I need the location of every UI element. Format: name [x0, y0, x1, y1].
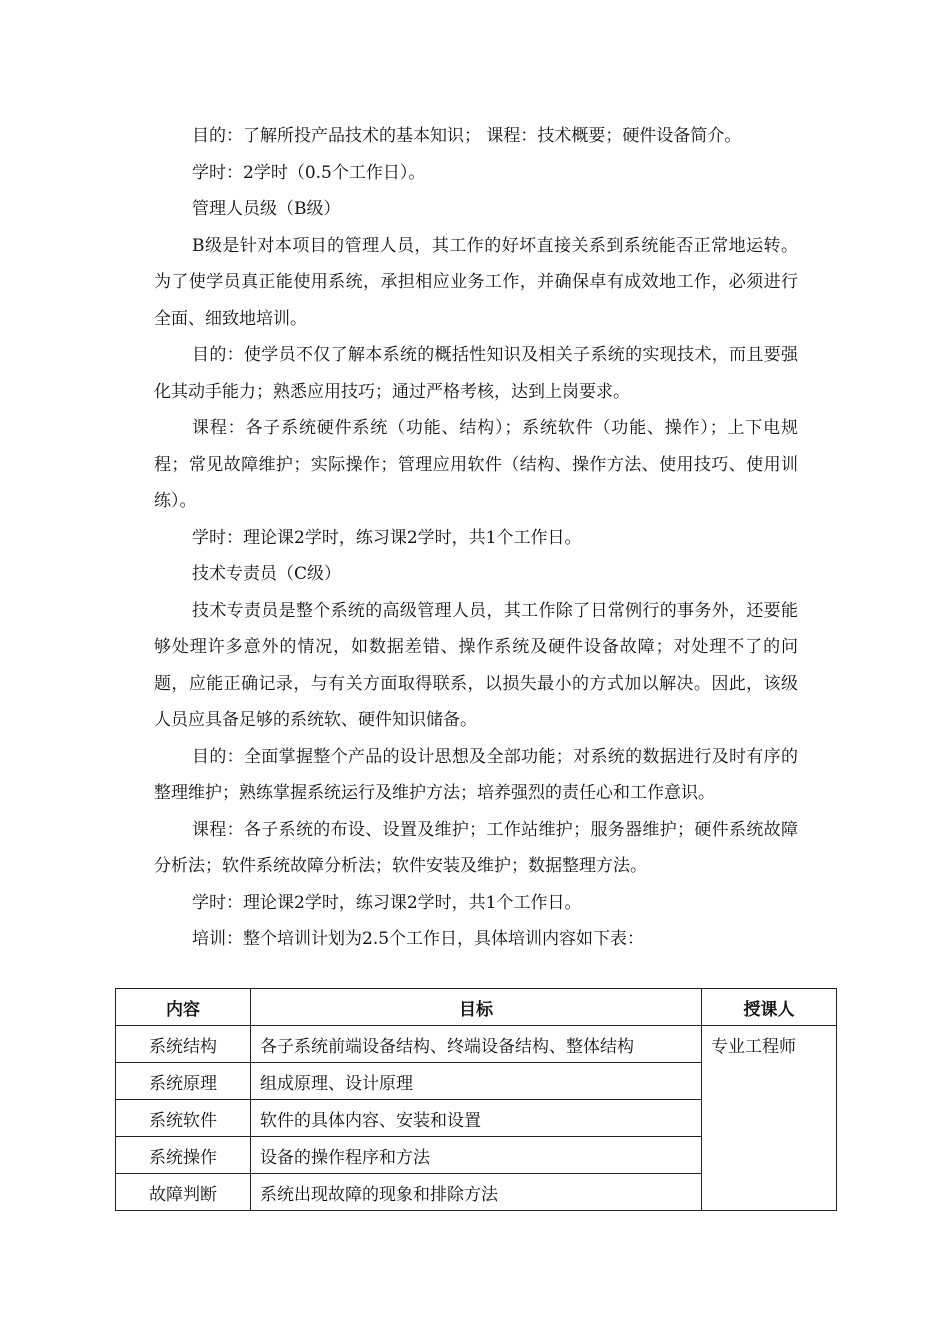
- header-content: 内容: [116, 989, 251, 1026]
- paragraph-level-b-intro: B级是针对本项目的管理人员，其工作的好坏直接关系到系统能否正常地运转。为了使学员真正能使用系统，承担相应业务工作，并确保卓有成效地工作，必须进行全面、细致地培训。: [154, 235, 798, 329]
- paragraph-purpose-a: 目的：了解所投产品技术的基本知识； 课程：技术概要；硬件设备简介。: [192, 126, 742, 146]
- paragraph-purpose-b: 目的：使学员不仅了解本系统的概括性知识及相关子系统的实现技术，而且要强化其动手能力；熟悉应用技巧；通过严格考核，达到上岗要求。: [154, 345, 798, 402]
- cell-content: 系统软件: [116, 1100, 251, 1137]
- cell-content: 故障判断: [116, 1174, 251, 1211]
- paragraph-hours-c: 学时：理论课2学时，练习课2学时，共1个工作日。: [192, 892, 582, 913]
- cell-target: 系统出现故障的现象和排除方法: [251, 1174, 702, 1211]
- table-row: [116, 1026, 837, 1063]
- cell-teacher: 专业工程师: [702, 1026, 837, 1211]
- cell-target: 各子系统前端设备结构、终端设备结构、整体结构: [251, 1026, 702, 1063]
- table-header-row: [116, 989, 837, 1026]
- training-table: [115, 988, 837, 1211]
- cell-content: 系统操作: [116, 1137, 251, 1174]
- header-teacher: 授课人: [702, 989, 837, 1026]
- paragraph-training-plan: 培训：整个培训计划为2.5个工作日，具体培训内容如下表：: [192, 929, 645, 949]
- heading-level-b: 管理人员级（B级）: [192, 199, 341, 219]
- paragraph-course-c: 课程：各子系统的布设、设置及维护；工作站维护；服务器维护；硬件系统故障分析法；软件系统故障分析法；软件安装及维护；数据整理方法。: [154, 819, 798, 876]
- cell-content: 系统结构: [116, 1026, 251, 1063]
- paragraph-course-b: 课程：各子系统硬件系统（功能、结构）；系统软件（功能、操作）；上下电规程；常见故障维护；实际操作；管理应用软件（结构、操作方法、使用技巧、使用训练）。: [154, 418, 798, 511]
- paragraph-hours-a: 学时：2学时（0.5个工作日）。: [192, 162, 426, 183]
- paragraph-level-c-intro: 技术专责员是整个系统的高级管理人员，其工作除了日常例行的事务外，还要能够处理许多意外的情况，如数据差错、操作系统及硬件设备故障；对处理不了的问题，应能正确记录，与有关方面取得联系，以损失最小的方式加以解决。因此，该级人员应具备足够的系统软、硬件知识储备。: [154, 600, 798, 730]
- paragraph-hours-b: 学时：理论课2学时，练习课2学时，共1个工作日。: [192, 527, 582, 548]
- header-target: 目标: [251, 989, 702, 1026]
- cell-target: 软件的具体内容、安装和设置: [251, 1100, 702, 1137]
- cell-target: 设备的操作程序和方法: [251, 1137, 702, 1174]
- paragraph-purpose-c: 目的：全面掌握整个产品的设计思想及全部功能；对系统的数据进行及时有序的整理维护；熟练掌握系统运行及维护方法；培养强烈的责任心和工作意识。: [154, 746, 798, 803]
- cell-target: 组成原理、设计原理: [251, 1063, 702, 1100]
- cell-content: 系统原理: [116, 1063, 251, 1100]
- heading-level-c: 技术专责员（C级）: [192, 564, 342, 584]
- body-text: [154, 118, 798, 958]
